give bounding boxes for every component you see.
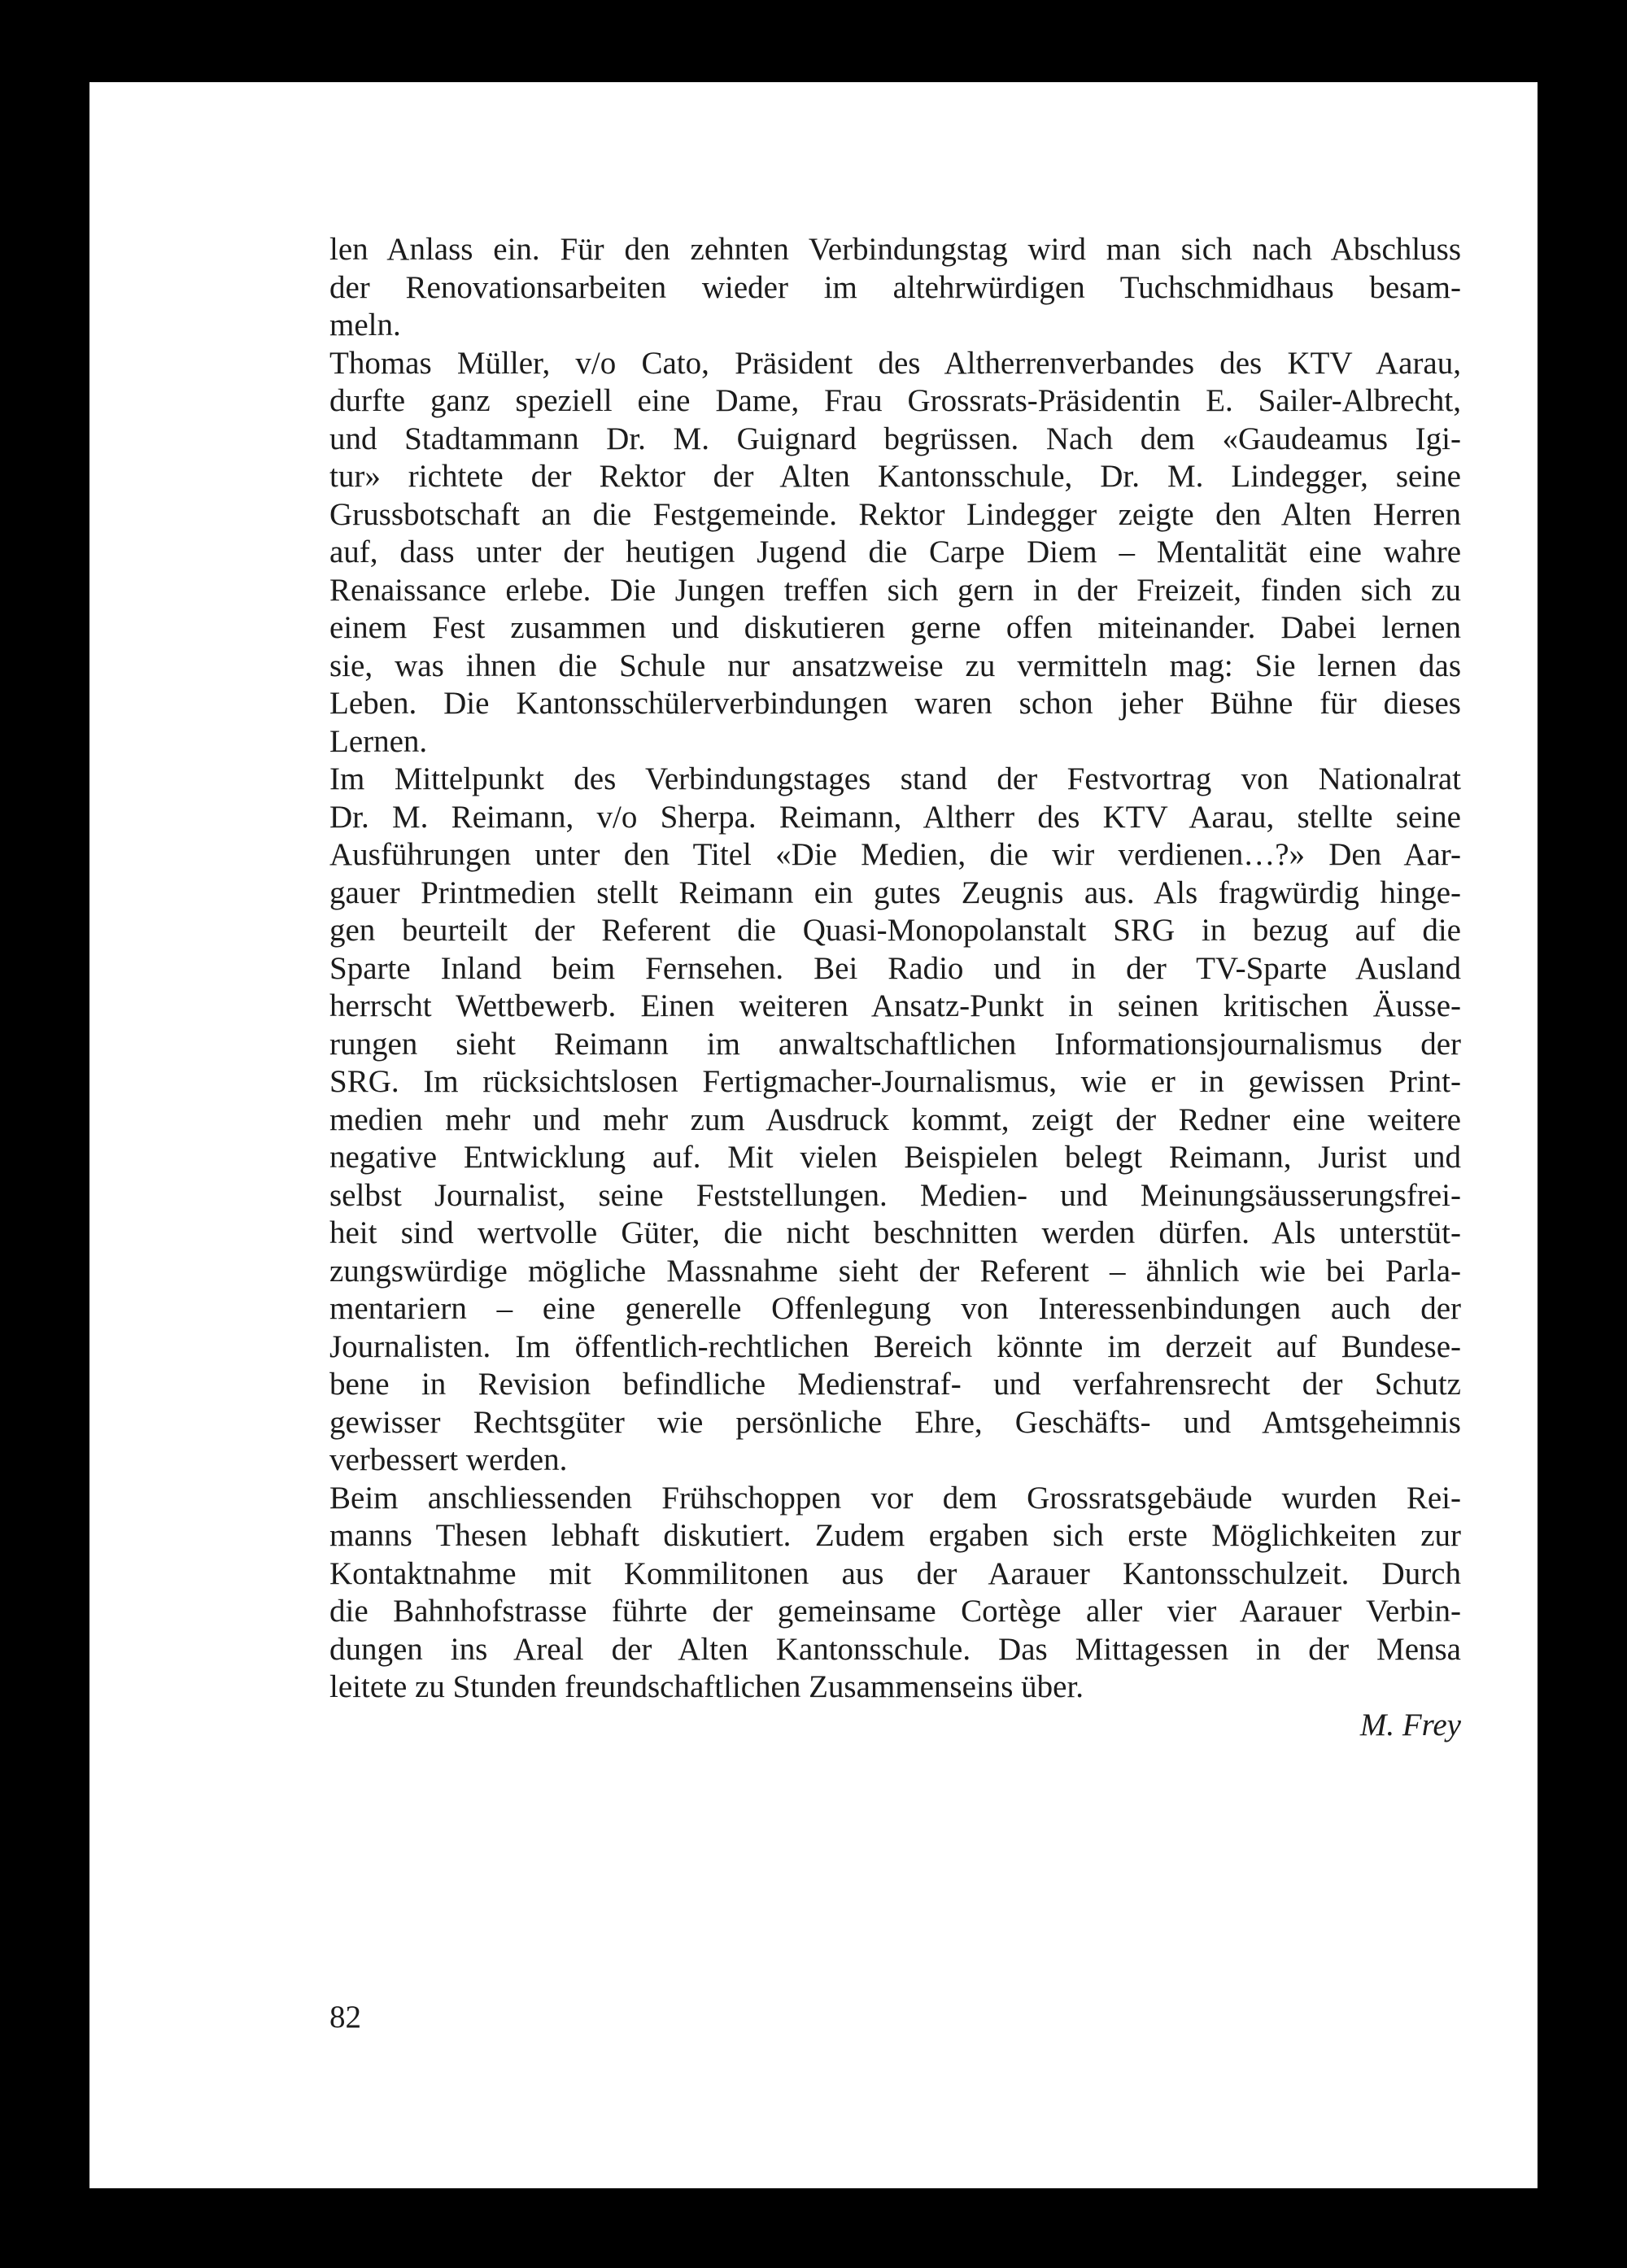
- text-line: Grussbotschaft an die Festgemeinde. Rektor Lindegger zeigte den Alten Herren: [329, 496, 1461, 532]
- text-line: herrscht Wettbewerb. Einen weiteren Ansatz-Punkt in seinen kritischen Äusse-: [329, 988, 1461, 1023]
- text-line: einem Fest zusammen und diskutieren gerne offen miteinander. Dabei lernen: [329, 610, 1461, 645]
- text-line: der Renovationsarbeiten wieder im altehrwürdigen Tuchschmidhaus besam-: [329, 269, 1461, 305]
- text-line: selbst Journalist, seine Feststellungen. Medien- und Meinungsäusserungsfrei-: [329, 1177, 1461, 1213]
- page-number: 82: [329, 2000, 361, 2035]
- text-line: Beim anschliessenden Frühschoppen vor dem Grossratsgebäude wurden Rei-: [329, 1480, 1461, 1516]
- text-line: tur» richtete der Rektor der Alten Kantonsschule, Dr. M. Lindegger, seine: [329, 459, 1461, 494]
- document-page: [89, 82, 1538, 2188]
- article-body: [329, 231, 1461, 1744]
- text-line: zungswürdige mögliche Massnahme sieht der Referent – ähnlich wie bei Parla-: [329, 1253, 1461, 1289]
- text-line: gauer Printmedien stellt Reimann ein gutes Zeugnis aus. Als fragwürdig hinge-: [329, 874, 1461, 910]
- text-line: manns Thesen lebhaft diskutiert. Zudem ergaben sich erste Möglichkeiten zur: [329, 1518, 1461, 1553]
- text-line: Journalisten. Im öffentlich-rechtlichen Bereich könnte im derzeit auf Bundese-: [329, 1328, 1461, 1364]
- text-line: Dr. M. Reimann, v/o Sherpa. Reimann, Altherr des KTV Aarau, stellte seine: [329, 799, 1461, 835]
- text-line: medien mehr und mehr zum Ausdruck kommt, zeigt der Redner eine weitere: [329, 1101, 1461, 1137]
- text-line: Lernen.: [329, 723, 428, 759]
- text-line: Ausführungen unter den Titel «Die Medien, die wir verdienen…?» Den Aar-: [329, 837, 1461, 872]
- text-line: gewisser Rechtsgüter wie persönliche Ehre, Geschäfts- und Amtsgeheimnis: [329, 1404, 1461, 1440]
- text-line: Thomas Müller, v/o Cato, Präsident des Altherrenverbandes des KTV Aarau,: [329, 345, 1461, 381]
- text-line: gen beurteilt der Referent die Quasi-Monopolanstalt SRG in bezug auf die: [329, 913, 1461, 948]
- text-line: durfte ganz speziell eine Dame, Frau Grossrats-Präsidentin E. Sailer-Albrecht,: [329, 383, 1461, 418]
- text-line: und Stadtammann Dr. M. Guignard begrüssen. Nach dem «Gaudeamus Igi-: [329, 421, 1461, 456]
- text-line: len Anlass ein. Für den zehnten Verbindungstag wird man sich nach Abschluss: [329, 232, 1461, 267]
- text-line: Sparte Inland beim Fernsehen. Bei Radio und in der TV-Sparte Ausland: [329, 950, 1461, 986]
- text-line: Kontaktnahme mit Kommilitonen aus der Aarauer Kantonsschulzeit. Durch: [329, 1555, 1461, 1591]
- text-line: meln.: [329, 307, 401, 342]
- text-line: SRG. Im rücksichtslosen Fertigmacher-Journalismus, wie er in gewissen Print-: [329, 1064, 1461, 1099]
- text-line: auf, dass unter der heutigen Jugend die Carpe Diem – Mentalität eine wahre: [329, 534, 1461, 569]
- text-line: heit sind wertvolle Güter, die nicht beschnitten werden dürfen. Als unterstüt-: [329, 1215, 1461, 1250]
- text-line: sie, was ihnen die Schule nur ansatzweise zu vermitteln mag: Sie lernen das: [329, 648, 1461, 683]
- text-line: bene in Revision befindliche Medienstraf- und verfahrensrecht der Schutz: [329, 1367, 1461, 1402]
- text-line: die Bahnhofstrasse führte der gemeinsame Cortège aller vier Aarauer Verbin-: [329, 1594, 1461, 1629]
- text-line: Leben. Die Kantonsschülerverbindungen waren schon jeher Bühne für dieses: [329, 686, 1461, 721]
- text-line: leitete zu Stunden freundschaftlichen Zusammenseins über.: [329, 1669, 1084, 1704]
- author-signature: M. Frey: [1359, 1707, 1461, 1742]
- text-line: negative Entwicklung auf. Mit vielen Beispielen belegt Reimann, Jurist und: [329, 1140, 1461, 1175]
- text-line: rungen sieht Reimann im anwaltschaftlichen Informationsjournalismus der: [329, 1026, 1461, 1062]
- text-line: Renaissance erlebe. Die Jungen treffen sich gern in der Freizeit, finden sich zu: [329, 572, 1461, 608]
- text-line: mentariern – eine generelle Offenlegung von Interessenbindungen auch der: [329, 1291, 1461, 1326]
- text-line: Im Mittelpunkt des Verbindungstages stand der Festvortrag von Nationalrat: [329, 761, 1461, 796]
- text-line: dungen ins Areal der Alten Kantonsschule. Das Mittagessen in der Mensa: [329, 1631, 1461, 1667]
- text-line: verbessert werden.: [329, 1442, 568, 1477]
